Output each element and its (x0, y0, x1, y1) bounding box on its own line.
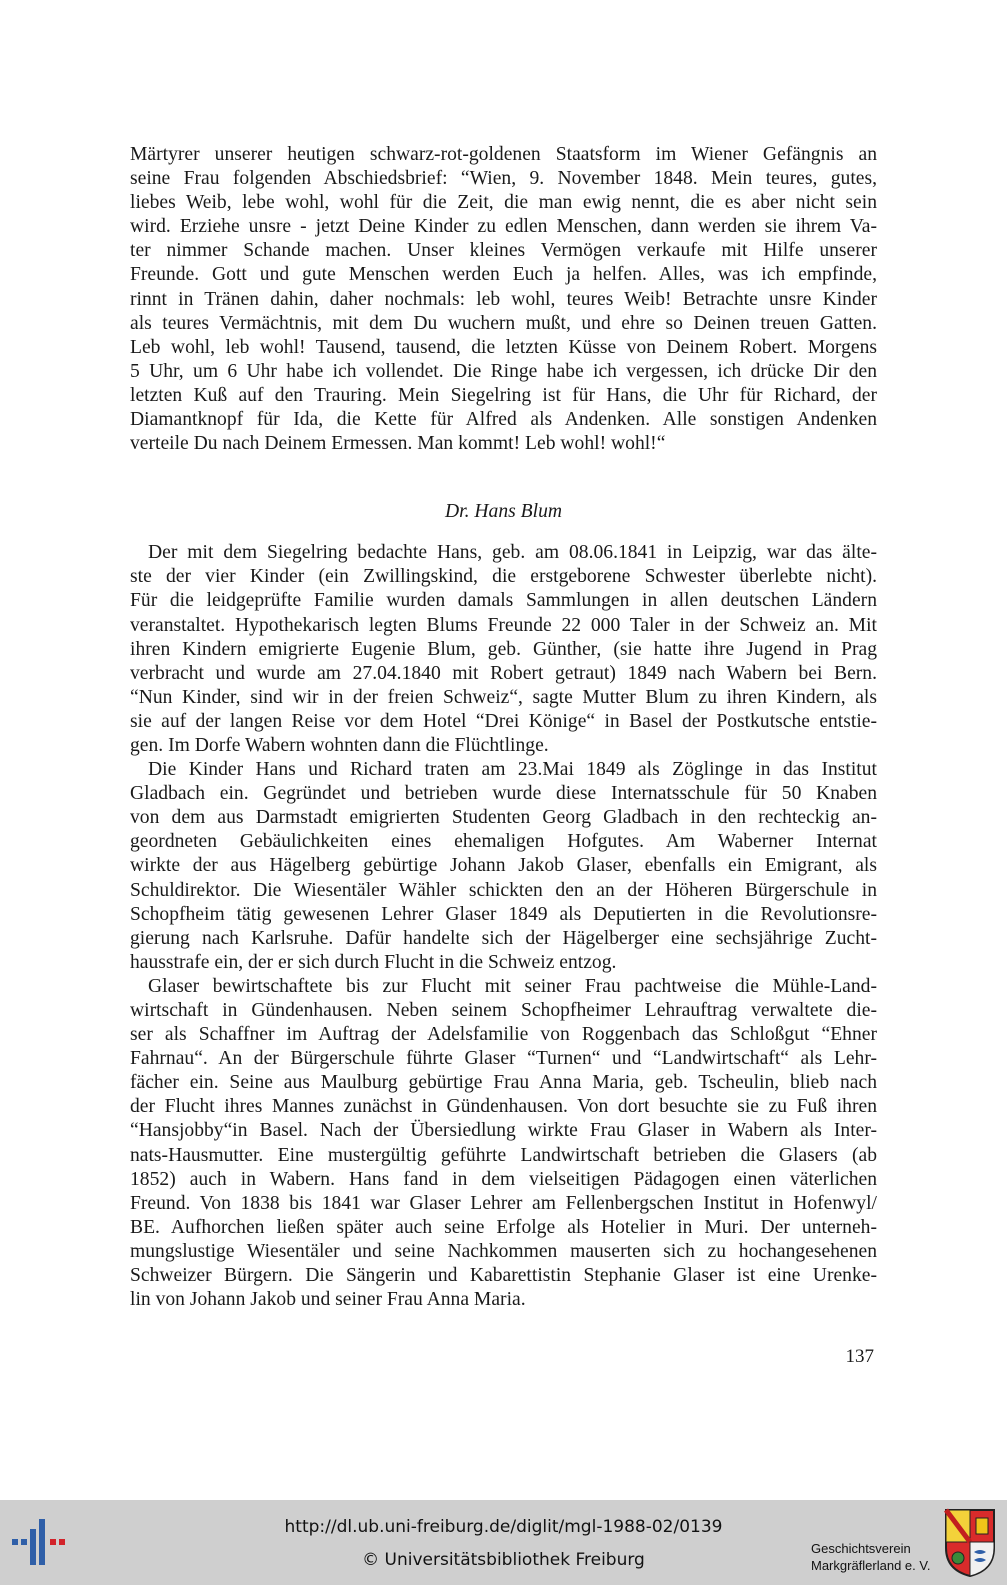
text-line: wirkte der aus Hägelberg gebürtige Johann Jakob Glaser, ebenfalls ein Emigrant, als (130, 855, 877, 877)
paragraph-hans-blum (130, 541, 877, 758)
text-line: nats-Hausmutter. Eine mustergültig geführte Landwirtschaft betrieben die Glasers (ab (130, 1144, 877, 1166)
text-line: Schopfheim tätig gewesenen Lehrer Glaser 1849 als Deputierten in die Revolutionsre- (130, 903, 877, 925)
text-line: wirtschaft in Gündenhausen. Neben seinem Schopfheimer Lehrauftrag verwaltete die- (130, 1000, 877, 1021)
text-line: verbracht und wurde am 27.04.1840 mit Robert getraut) 1849 nach Wabern bei Bern. (130, 662, 877, 684)
text-line: geordneten Gebäulichkeiten eines ehemaligen Hofgutes. Am Waberner Internat (130, 831, 877, 853)
footer-url-link[interactable]: http://dl.ub.uni-freiburg.de/diglit/mgl-1988-02/0139 (284, 1517, 723, 1537)
text-line: 5 Uhr, um 6 Uhr habe ich vollendet. Die Ringe habe ich vergessen, ich drücke Dir den (130, 360, 877, 382)
paragraph-letter (130, 143, 877, 456)
text-line: von dem aus Darmstadt emigrierten Studenten Georg Gladbach in den rechteckig an- (130, 807, 877, 829)
text-line: sie auf der langen Reise vor dem Hotel “Drei Könige“ in Basel der Postkutsche entstie- (130, 710, 877, 732)
society-name-line: Geschichtsverein (811, 1541, 911, 1556)
text-line: liebes Weib, lebe wohl, wohl für die Zeit, die man ewig nennt, die es aber nicht sein (130, 192, 877, 214)
text-line: Die Kinder Hans und Richard traten am 23.Mai 1849 als Zöglinge in das Institut (148, 759, 877, 781)
text-line: wird. Erziehe unsre - jetzt Deine Kinder zu edlen Menschen, dann werden sie ihrem Va- (130, 216, 877, 238)
text-line: ste der vier Kinder (ein Zwillingskind, die erstgeborene Schwester überlebte nicht). (130, 566, 877, 588)
text-line: Der mit dem Siegelring bedachte Hans, geb. am 08.06.1841 in Leipzig, war das älte- (148, 542, 877, 564)
society-name-line: Markgräflerland e. V. (811, 1558, 931, 1573)
text-line: Gladbach ein. Gegründet und betrieben wurde diese Internatsschule für 50 Knaben (130, 783, 877, 805)
text-line: lin von Johann Jakob und seiner Frau Anna Maria. (130, 1289, 526, 1311)
text-line: Freund. Von 1838 bis 1841 war Glaser Lehrer am Fellenbergschen Institut in Hofenwyl/ (130, 1192, 877, 1214)
text-line: “Nun Kinder, sind wir in der freien Schweiz“, sagte Mutter Blum zu ihren Kindern, als (130, 686, 877, 708)
text-line: “Hansjobby“in Basel. Nach der Übersiedlung wirkte Frau Glaser in Wabern als Inter- (130, 1120, 877, 1142)
text-line: verteile Du nach Deinem Ermessen. Man kommt! Leb wohl! wohl!“ (130, 433, 666, 455)
text-line: letzten Kuß auf den Trauring. Mein Siegelring ist für Hans, die Uhr für Richard, der (130, 384, 877, 406)
text-line: gen. Im Dorfe Wabern wohnten dann die Flüchtlinge. (130, 734, 549, 756)
text-line: veranstaltet. Hypothekarisch legten Blums Freunde 22 000 Taler in der Schweiz an. Mit (130, 614, 877, 636)
text-line: der Flucht ihres Mannes zunächst in Gündenhausen. Von dort besuchte sie zu Fuß ihren (130, 1096, 877, 1118)
footer-bar (0, 1500, 1007, 1585)
text-line: seine Frau folgenden Abschiedsbrief: “Wien, 9. November 1848. Mein teures, gutes, (130, 168, 877, 190)
text-line: rinnt in Tränen dahin, daher nochmals: leb wohl, teures Weib! Betrachte unsre Kinder (130, 288, 877, 310)
page-text (130, 143, 877, 1312)
text-line: Schuldirektor. Die Wiesentäler Wähler schickten den an der Höheren Bürgerschule in (130, 879, 877, 901)
paragraph-institut-gladbach (130, 758, 877, 975)
society-crest-icon[interactable] (944, 1508, 996, 1578)
text-line: ter nimmer Schande machen. Unser kleines Vermögen verkaufe mit Hilfe unserer (130, 240, 877, 262)
text-line: gierung nach Karlsruhe. Dafür handelte sich der Hägelberger eine sechsjährige Zucht- (130, 927, 877, 949)
text-line: Märtyrer unserer heutigen schwarz-rot-goldenen Staatsform im Wiener Gefängnis an (130, 144, 877, 165)
text-line: ser als Schaffner im Auftrag der Adelsfamilie von Roggenbach das Schloßgut “Ehner (130, 1024, 877, 1046)
text-line: Für die leidgeprüfte Familie wurden damals Sammlungen in allen deutschen Ländern (130, 590, 877, 612)
page-number: 137 (845, 1346, 874, 1367)
paragraph-glaser (130, 975, 877, 1312)
text-line: Schweizer Bürgern. Die Sängerin und Kabarettistin Stephanie Glaser ist eine Urenke- (130, 1265, 877, 1287)
text-line: mungslustige Wiesentäler und seine Nachkommen mauserten sich zu hochangesehenen (130, 1240, 877, 1262)
text-line: BE. Aufhorchen ließen später auch seine Erfolge als Hotelier in Muri. Der unterneh- (130, 1216, 877, 1238)
text-line: Freunde. Gott und gute Menschen werden Euch ja helfen. Alles, was ich empfinde, (130, 264, 877, 286)
text-line: als teures Vermächtnis, mit dem Du wuchern mußt, und ehre so Deinen treuen Gatten. (130, 312, 877, 334)
text-line: Glaser bewirtschaftete bis zur Flucht mit seiner Frau pachtweise die Mühle-Land- (148, 975, 877, 997)
text-line: Diamantknopf für Ida, die Kette für Alfred als Andenken. Alle sonstigen Andenken (130, 409, 877, 431)
footer-copyright: © Universitätsbibliothek Freiburg (362, 1550, 645, 1570)
text-line: Leb wohl, leb wohl! Tausend, tausend, die letzten Küsse von Deinem Robert. Morgens (130, 336, 877, 358)
society-name (811, 1540, 930, 1574)
text-line: Fahrnau“. An der Bürgerschule führte Glaser “Turnen“ und “Landwirtschaft“ als Lehr- (130, 1048, 877, 1070)
text-line: 1852) auch in Wabern. Hans fand in dem vielseitigen Pädagogen einen väterlichen (130, 1168, 877, 1190)
text-line: hausstrafe ein, der er sich durch Flucht in die Schweiz entzog. (130, 951, 617, 973)
text-line: ihren Kindern emigrierte Eugenie Blum, geb. Günther, (sie hatte ihre Jugend in Prag (130, 638, 877, 660)
section-heading: Dr. Hans Blum (444, 501, 563, 523)
text-line: fächer ein. Seine aus Maulburg gebürtige Frau Anna Maria, geb. Tscheulin, blieb nach (130, 1072, 877, 1094)
